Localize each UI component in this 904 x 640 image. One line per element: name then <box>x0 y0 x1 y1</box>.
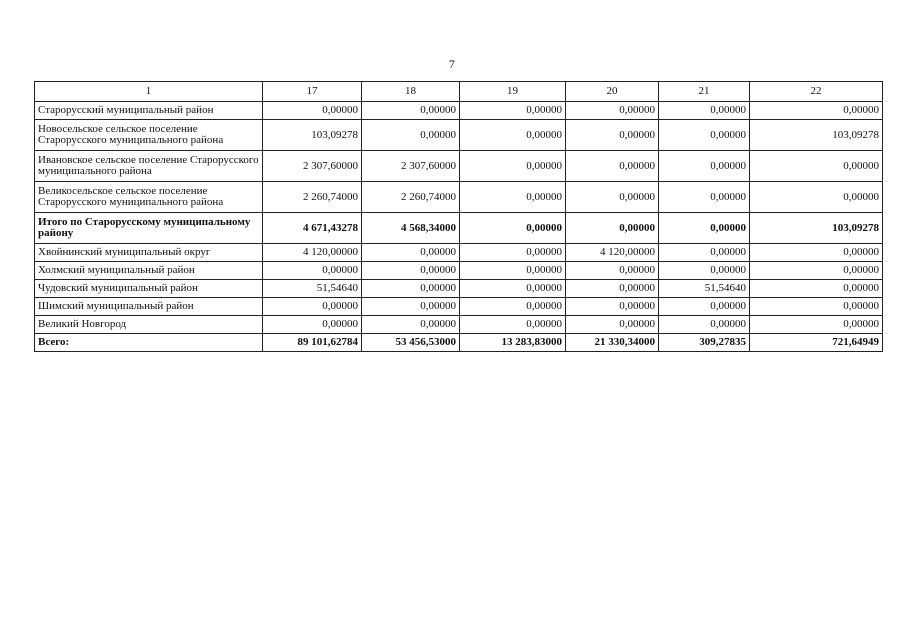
row-label: Великий Новгород <box>35 316 263 334</box>
column-header: 18 <box>362 82 460 102</box>
table-header-row <box>35 82 883 102</box>
table-cell: 0,00000 <box>750 298 883 316</box>
table-cell: 0,00000 <box>750 244 883 262</box>
table-cell: 89 101,62784 <box>263 334 362 352</box>
table-cell: 0,00000 <box>750 102 883 120</box>
table-cell: 21 330,34000 <box>566 334 659 352</box>
column-header: 20 <box>566 82 659 102</box>
table-cell: 0,00000 <box>566 262 659 280</box>
row-label: Чудовский муниципальный район <box>35 280 263 298</box>
table-cell: 0,00000 <box>263 316 362 334</box>
table-row <box>35 120 883 151</box>
table-row <box>35 298 883 316</box>
table-cell: 0,00000 <box>566 316 659 334</box>
table-body <box>35 102 883 352</box>
column-header: 22 <box>750 82 883 102</box>
table-cell: 0,00000 <box>362 316 460 334</box>
row-label: Всего: <box>35 334 263 352</box>
table-cell: 0,00000 <box>460 298 566 316</box>
page-number: 7 <box>448 57 456 71</box>
table-row <box>35 151 883 182</box>
row-label: Холмский муниципальный район <box>35 262 263 280</box>
row-label: Шимский муниципальный район <box>35 298 263 316</box>
table-cell: 2 307,60000 <box>263 151 362 182</box>
table-cell: 0,00000 <box>750 316 883 334</box>
table-cell: 0,00000 <box>566 298 659 316</box>
table-row <box>35 316 883 334</box>
table-cell: 0,00000 <box>460 151 566 182</box>
table-cell: 2 307,60000 <box>362 151 460 182</box>
table-cell: 0,00000 <box>460 182 566 213</box>
row-label: Хвойнинский муниципальный округ <box>35 244 263 262</box>
table-cell: 4 120,00000 <box>263 244 362 262</box>
table-cell: 4 120,00000 <box>566 244 659 262</box>
table-cell: 309,27835 <box>659 334 750 352</box>
table-cell: 0,00000 <box>263 262 362 280</box>
table-cell: 2 260,74000 <box>263 182 362 213</box>
table-row <box>35 262 883 280</box>
table-cell: 0,00000 <box>750 151 883 182</box>
table-cell: 103,09278 <box>750 213 883 244</box>
table-cell: 0,00000 <box>659 182 750 213</box>
column-header: 21 <box>659 82 750 102</box>
table-cell: 103,09278 <box>750 120 883 151</box>
table-cell: 0,00000 <box>659 316 750 334</box>
table-total-row <box>35 334 883 352</box>
table-cell: 4 671,43278 <box>263 213 362 244</box>
table-cell: 721,64949 <box>750 334 883 352</box>
column-header: 19 <box>460 82 566 102</box>
table-cell: 0,00000 <box>659 102 750 120</box>
table-cell: 0,00000 <box>566 213 659 244</box>
table-cell: 0,00000 <box>362 102 460 120</box>
table-cell: 0,00000 <box>659 244 750 262</box>
table-cell: 0,00000 <box>659 213 750 244</box>
table-row <box>35 182 883 213</box>
column-header: 1 <box>35 82 263 102</box>
table-cell: 0,00000 <box>460 102 566 120</box>
table-cell: 0,00000 <box>362 262 460 280</box>
row-label: Ивановское сельское поселение Старорусского муниципального района <box>35 151 263 182</box>
table-cell: 0,00000 <box>750 280 883 298</box>
table-cell: 0,00000 <box>263 102 362 120</box>
table-cell: 0,00000 <box>362 120 460 151</box>
table-cell: 0,00000 <box>659 298 750 316</box>
table-cell: 103,09278 <box>263 120 362 151</box>
table-cell: 4 568,34000 <box>362 213 460 244</box>
table-row <box>35 102 883 120</box>
table-cell: 51,54640 <box>263 280 362 298</box>
table-cell: 0,00000 <box>566 102 659 120</box>
budget-table <box>34 81 883 352</box>
table-cell: 0,00000 <box>566 151 659 182</box>
column-header: 17 <box>263 82 362 102</box>
table-cell: 0,00000 <box>460 120 566 151</box>
table-cell: 0,00000 <box>263 298 362 316</box>
table-cell: 0,00000 <box>460 316 566 334</box>
table-total-row <box>35 213 883 244</box>
table-cell: 0,00000 <box>460 280 566 298</box>
table-cell: 0,00000 <box>566 182 659 213</box>
row-label: Старорусский муниципальный район <box>35 102 263 120</box>
table-cell: 0,00000 <box>460 262 566 280</box>
row-label: Итого по Старорусскому муниципальному району <box>35 213 263 244</box>
table-cell: 0,00000 <box>362 244 460 262</box>
table-cell: 0,00000 <box>659 262 750 280</box>
table-cell: 0,00000 <box>362 298 460 316</box>
table-cell: 13 283,83000 <box>460 334 566 352</box>
row-label: Великосельское сельское поселение Старорусского муниципального района <box>35 182 263 213</box>
table-cell: 0,00000 <box>750 182 883 213</box>
table-cell: 51,54640 <box>659 280 750 298</box>
table-cell: 0,00000 <box>566 120 659 151</box>
table-row <box>35 280 883 298</box>
table-cell: 0,00000 <box>460 213 566 244</box>
table-cell: 2 260,74000 <box>362 182 460 213</box>
table-cell: 0,00000 <box>566 280 659 298</box>
table-cell: 0,00000 <box>659 151 750 182</box>
table-cell: 0,00000 <box>750 262 883 280</box>
table-cell: 53 456,53000 <box>362 334 460 352</box>
row-label: Новосельское сельское поселение Старорусского муниципального района <box>35 120 263 151</box>
table-cell: 0,00000 <box>659 120 750 151</box>
table-cell: 0,00000 <box>460 244 566 262</box>
table-row <box>35 244 883 262</box>
table-cell: 0,00000 <box>362 280 460 298</box>
